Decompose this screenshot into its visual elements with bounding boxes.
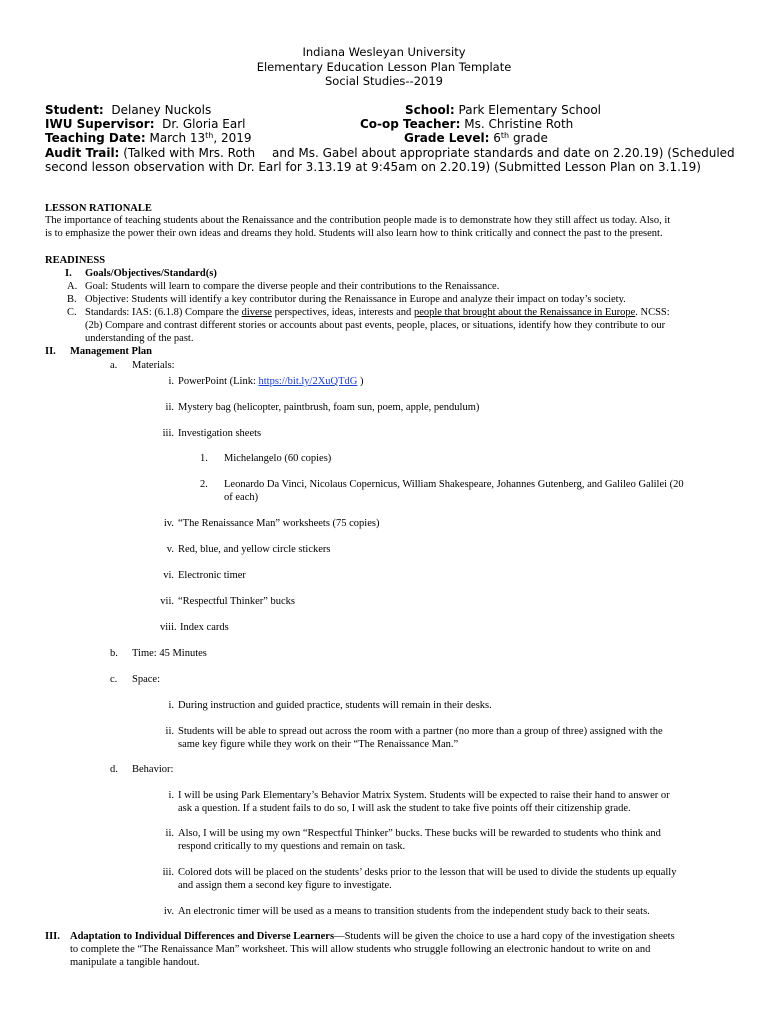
space-2-line-2: same key figure while they work on their “The Renaissance Man.” xyxy=(178,739,459,750)
time-marker: b. xyxy=(110,648,118,659)
material-6: Electronic timer xyxy=(178,570,246,581)
behavior-3: Colored dots will be placed on the students’ desks prior to the lesson that will be used to divide the students up equally xyxy=(178,867,677,878)
audit-trail-continued: and Ms. Gabel about appropriate standards and date on 2.20.19) (Scheduled xyxy=(272,146,735,160)
sub-item-2: Leonardo Da Vinci, Nicolaus Copernicus, William Shakespeare, Johannes Gutenberg, and Galileo Galilei (20 xyxy=(224,479,684,490)
standards-line-2: (2b) Compare and contrast different stories or accounts about past events, people, places, or situations, identify how they contribute to our xyxy=(85,320,666,331)
material-1-marker: i. xyxy=(168,376,174,387)
template-title: Elementary Education Lesson Plan Template xyxy=(256,60,512,74)
material-8: Index cards xyxy=(180,622,229,633)
space-marker: c. xyxy=(110,674,118,685)
section-3-title: Adaptation to Individual Differences and Diverse Learners xyxy=(70,931,335,942)
section-2-title: Management Plan xyxy=(70,346,152,357)
space-2: Students will be able to spread out across the room with a partner (no more than a group of three) assigned with the xyxy=(178,726,663,737)
material-6-marker: vi. xyxy=(163,570,174,581)
behavior-3-marker: iii. xyxy=(162,867,174,878)
section-1-number: I. xyxy=(65,268,72,279)
space-1-marker: i. xyxy=(168,700,174,711)
sub-item-2-line-2: of each) xyxy=(224,492,259,503)
behavior-4-marker: iv. xyxy=(163,906,174,917)
course-title: Social Studies--2019 xyxy=(325,74,443,88)
material-7: “Respectful Thinker” bucks xyxy=(178,596,296,607)
student-name: Delaney Nuckols xyxy=(111,103,212,117)
audit-trail-line2: second lesson observation with Dr. Earl for 3.13.19 at 9:45am on 2.20.19) (Submitted Lesson Plan on 3.1.19) xyxy=(45,160,701,174)
material-3-marker: iii. xyxy=(162,428,174,439)
behavior-marker: d. xyxy=(110,764,118,775)
coop-name: Ms. Christine Roth xyxy=(464,117,574,131)
objective-text: Objective: Students will identify a key contributor during the Renaissance in Europe and analyze their impact on today’s society. xyxy=(85,294,626,305)
readiness-heading: READINESS xyxy=(45,255,106,266)
standards-text: Standards: IAS: (6.1.8) Compare the diverse perspectives, ideas, interests and people that brought about the Renaissance in Europe. NCSS: xyxy=(85,307,670,318)
sub-item-1: Michelangelo (60 copies) xyxy=(224,453,332,464)
material-3: Investigation sheets xyxy=(178,428,262,439)
material-7-marker: vii. xyxy=(160,596,174,607)
rationale-heading: LESSON RATIONALE xyxy=(45,203,152,214)
section-3-line-3: manipulate a tangible handout. xyxy=(70,957,200,968)
behavior-2-line-2: respond critically to my questions and remain on task. xyxy=(178,841,406,852)
sub-item-2-marker: 2. xyxy=(200,479,208,490)
material-8-marker: viii. xyxy=(160,622,177,633)
behavior-4: An electronic timer will be used as a means to transition students from the independent study back to their seats. xyxy=(178,906,650,917)
materials-heading: Materials: xyxy=(132,360,175,371)
behavior-1-line-2: ask a question. If a student fails to do so, I will ask the student to take five points off their citizenship grade. xyxy=(178,803,631,814)
material-5-marker: v. xyxy=(166,544,174,555)
space-heading: Space: xyxy=(132,674,160,685)
objective-marker: B. xyxy=(67,294,77,305)
teaching-date-field: Teaching Date: March 13th, 2019 xyxy=(45,131,252,145)
goal-text: Goal: Students will learn to compare the diverse people and their contributions to the Renaissance. xyxy=(85,281,500,292)
behavior-2: Also, I will be using my own “Respectful Thinker” bucks. These bucks will be rewarded to students who think and xyxy=(178,828,661,839)
behavior-3-line-2: and assign them a second key figure to investigate. xyxy=(178,880,392,891)
student-field: Student: Delaney Nuckols xyxy=(45,103,212,117)
material-2: Mystery bag (helicopter, paintbrush, foam sun, poem, apple, pendulum) xyxy=(178,402,480,413)
behavior-1: I will be using Park Elementary’s Behavior Matrix System. Students will be expected to raise their hand to answer or xyxy=(178,790,670,801)
behavior-heading: Behavior: xyxy=(132,764,174,775)
rationale-line-2: is to emphasize the power their own ideas and dreams they hold. Students will also learn how to think critically and connect the past to the present. xyxy=(45,228,663,239)
coop-field: Co-op Teacher: Ms. Christine Roth xyxy=(360,117,574,131)
space-1: During instruction and guided practice, students will remain in their desks. xyxy=(178,700,492,711)
standards-line-3: understanding of the past. xyxy=(85,333,194,344)
audit-trail-field: Audit Trail: (Talked with Mrs. Roth xyxy=(45,146,256,160)
rationale-line-1: The importance of teaching students about the Renaissance and the contribution people made is to demonstrate how they still affect us today. Also, it xyxy=(45,215,671,226)
material-5: Red, blue, and yellow circle stickers xyxy=(178,544,331,555)
time-text: Time: 45 Minutes xyxy=(132,648,207,659)
goal-marker: A. xyxy=(67,281,78,292)
school-name: Park Elementary School xyxy=(458,103,602,117)
material-4-marker: iv. xyxy=(163,518,174,529)
grade-level-field: Grade Level: 6th grade xyxy=(404,131,548,145)
section-3-line-1: Adaptation to Individual Differences and Diverse Learners—Students will be given the choice to use a hard copy of the investigation sheets xyxy=(70,931,675,942)
behavior-2-marker: ii. xyxy=(165,828,174,839)
standards-marker: C. xyxy=(67,307,77,318)
material-2-marker: ii. xyxy=(165,402,174,413)
behavior-1-marker: i. xyxy=(168,790,174,801)
section-3-number: III. xyxy=(45,931,60,942)
powerpoint-link[interactable]: https://bit.ly/2XuQTdG xyxy=(258,376,358,387)
materials-marker: a. xyxy=(110,360,118,371)
supervisor-name: Dr. Gloria Earl xyxy=(162,117,246,131)
material-4: “The Renaissance Man” worksheets (75 copies) xyxy=(178,518,380,529)
section-1-title: Goals/Objectives/Standard(s) xyxy=(85,268,217,279)
space-2-marker: ii. xyxy=(165,726,174,737)
sub-item-1-marker: 1. xyxy=(200,453,208,464)
university-title: Indiana Wesleyan University xyxy=(302,45,466,59)
section-2-number: II. xyxy=(45,346,56,357)
supervisor-field: IWU Supervisor: Dr. Gloria Earl xyxy=(45,117,246,131)
section-3-line-2: to complete the “The Renaissance Man” worksheet. This will allow students who struggle following an electronic handout to write on and xyxy=(70,944,651,955)
school-field: School: Park Elementary School xyxy=(405,103,602,117)
material-1: PowerPoint (Link: https://bit.ly/2XuQTdG ) xyxy=(178,376,364,387)
